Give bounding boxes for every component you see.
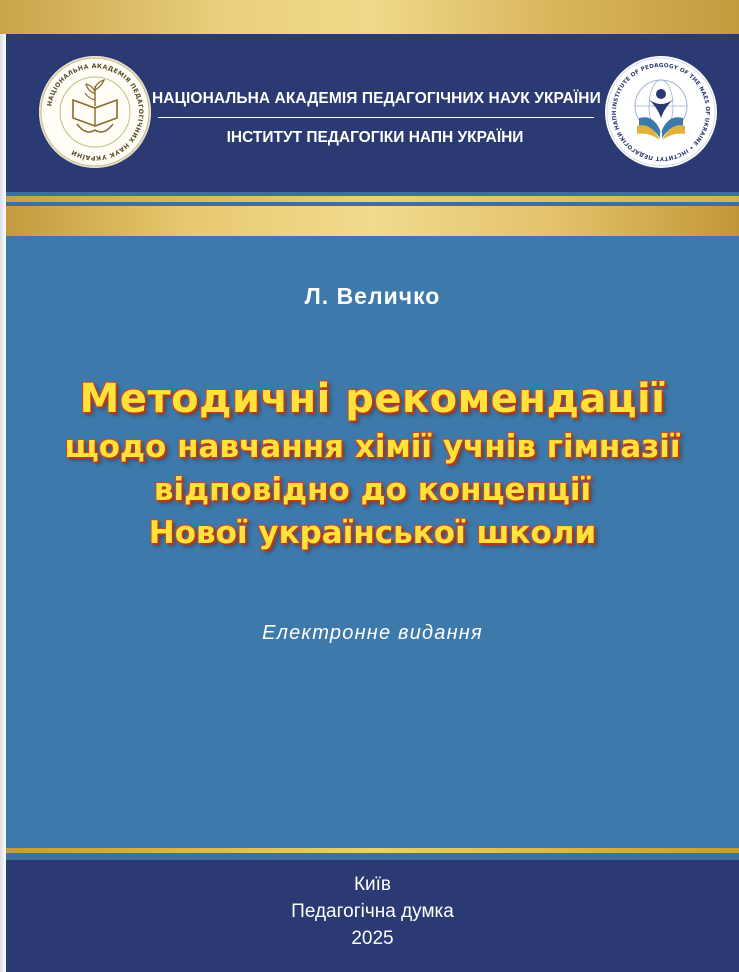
publication-city: Київ [353,874,392,895]
top-gold-band [0,0,739,34]
institute-emblem-icon [605,56,717,168]
publisher-name: Педагогічна думка [291,901,454,922]
header-divider [158,117,594,118]
edition-label: Електронне видання [262,622,483,644]
svg-text:НАЦІОНАЛЬНА АКАДЕМІЯ ПЕДАГОГІЧ: НАЦІОНАЛЬНА АКАДЕМІЯ ПЕДАГОГІЧНИХ НАУК УКРАЇНИ [46,62,145,162]
book-title [6,372,739,555]
institute-name: ІНСТИТУТ ПЕДАГОГІКИ НАПН УКРАЇНИ [226,129,524,146]
cover-header [6,34,739,192]
academy-name: НАЦІОНАЛЬНА АКАДЕМІЯ ПЕДАГОГІЧНИХ НАУК УКРАЇНИ [152,90,601,107]
title-line-4: Нової української школи [148,515,597,551]
title-line-1: Методичні рекомендації [79,376,666,422]
header-stripes [6,192,739,236]
author-name: Л. Величко [304,283,441,309]
cover-main [6,236,739,848]
svg-text:INSTITUTE OF PEDAGOGY OF THE N: INSTITUTE OF PEDAGOGY OF THE NAES OF UKRAINE • ІНСТИТУТ ПЕДАГОГІКИ НАПН [611,62,711,162]
cover-footer [6,860,739,972]
footer-stripes [6,848,739,860]
publication-year: 2025 [351,928,394,949]
title-line-2: щодо навчання хімії учнів гімназії [64,429,681,465]
title-line-3: відповідно до концепції [153,472,592,508]
academy-seal-icon [39,56,151,168]
